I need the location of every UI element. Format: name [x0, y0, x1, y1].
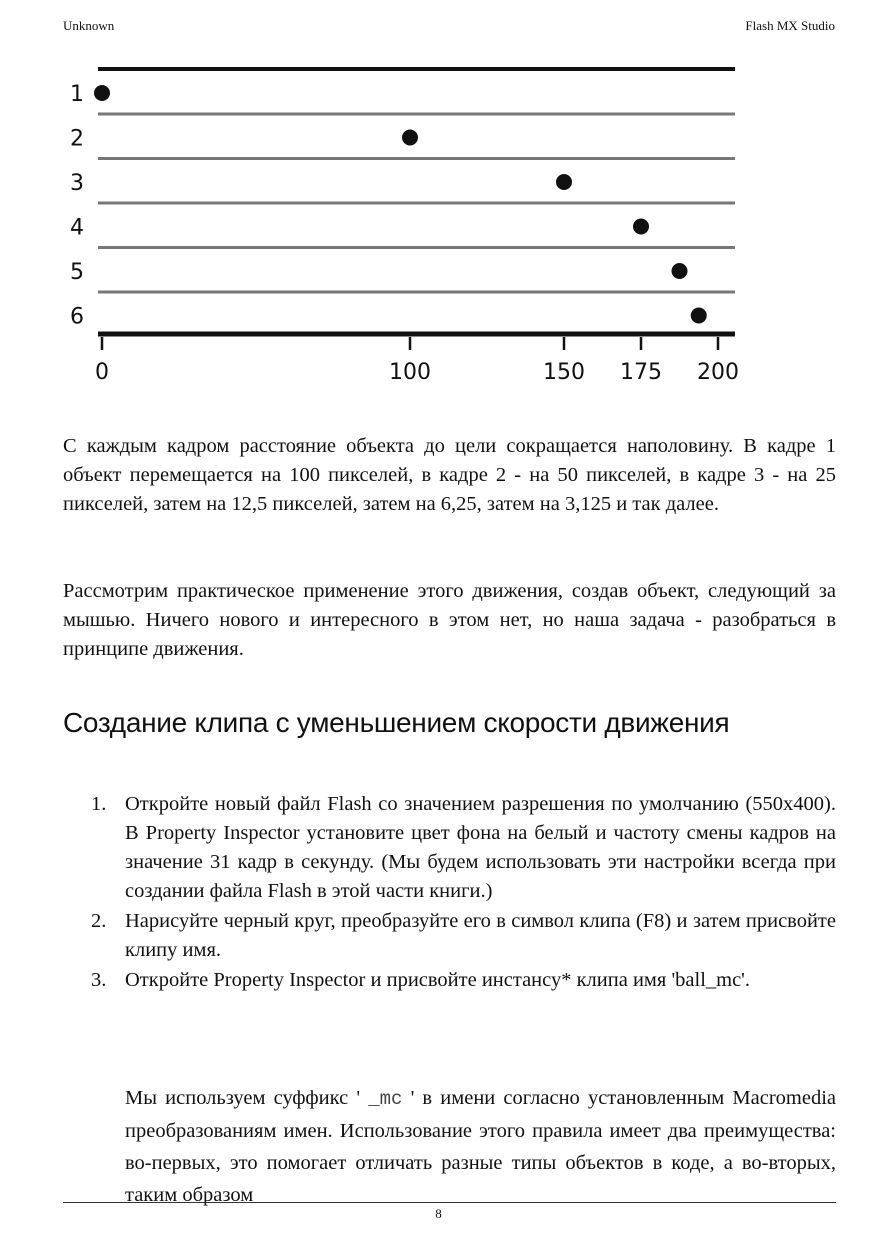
code-suffix: _mc [368, 1088, 403, 1110]
paragraph-practical: Рассмотрим практическое применение этого движения, создав объект, следующий за мышью. Ничего нового и интересного в этом нет, но наша задача - разобраться в принципе движения. [63, 580, 836, 660]
row-label: 5 [70, 260, 84, 285]
paragraph-halving: С каждым кадром расстояние объекта до цели сокращается наполовину. В кадре 1 объект перемещается на 100 пикселей, в кадре 2 - на 50 пикселей, в кадре 3 - на 25 пикселей, затем на 12,5 пикселей, затем на 6,25, затем на 3,125 и так далее. [63, 435, 836, 515]
list-item: 3. Откройте Property Inspector и присвойте инстансу* клипа имя 'ball_mc'. [91, 969, 750, 991]
page-number: 8 [435, 1206, 442, 1221]
tick-label: 150 [543, 360, 585, 385]
running-header-right: Flash MX Studio [745, 18, 835, 33]
easing-diagram [60, 50, 760, 390]
note-paragraph: Мы используем суффикс ' _mc ' в имени согласно установленным Macromedia преобразованиям имен. Использование этого правила имеет два преимущества: во-первых, это помогает отличать разные типы объектов в коде, а во-вторых, таким образом [125, 1087, 837, 1206]
row-label: 2 [70, 126, 84, 152]
ball-dot [402, 130, 418, 146]
row-label: 3 [70, 171, 84, 196]
ball-dot [94, 85, 110, 101]
tick-label: 100 [389, 360, 431, 385]
tick-label: 175 [620, 360, 662, 385]
list-item: 2. Нарисуйте черный круг, преобразуйте его в символ клипа (F8) и затем присвойте клипу имя. [91, 910, 836, 961]
tick-label: 200 [697, 360, 739, 385]
footer-rule [63, 1202, 836, 1203]
row-label: 4 [70, 215, 84, 241]
steps-list [63, 790, 836, 996]
ball-dot [691, 308, 707, 324]
list-item: 1. Откройте новый файл Flash со значением разрешения по умолчанию (550x400). В Property Inspector установите цвет фона на белый и частоту смены кадров на значение 31 кадр в секунду. (Мы будем использовать эти настройки всегда при создании файла Flash в этой части книги.) [91, 793, 836, 902]
row-label: 6 [70, 304, 84, 330]
running-header-left: Unknown [63, 18, 115, 33]
ball-dot [672, 263, 688, 279]
section-heading: Создание клипа с уменьшением скорости движения [63, 707, 730, 738]
tick-label: 0 [95, 360, 109, 385]
ball-dot [633, 219, 649, 235]
row-label: 1 [70, 82, 84, 107]
ball-dot [556, 174, 572, 190]
